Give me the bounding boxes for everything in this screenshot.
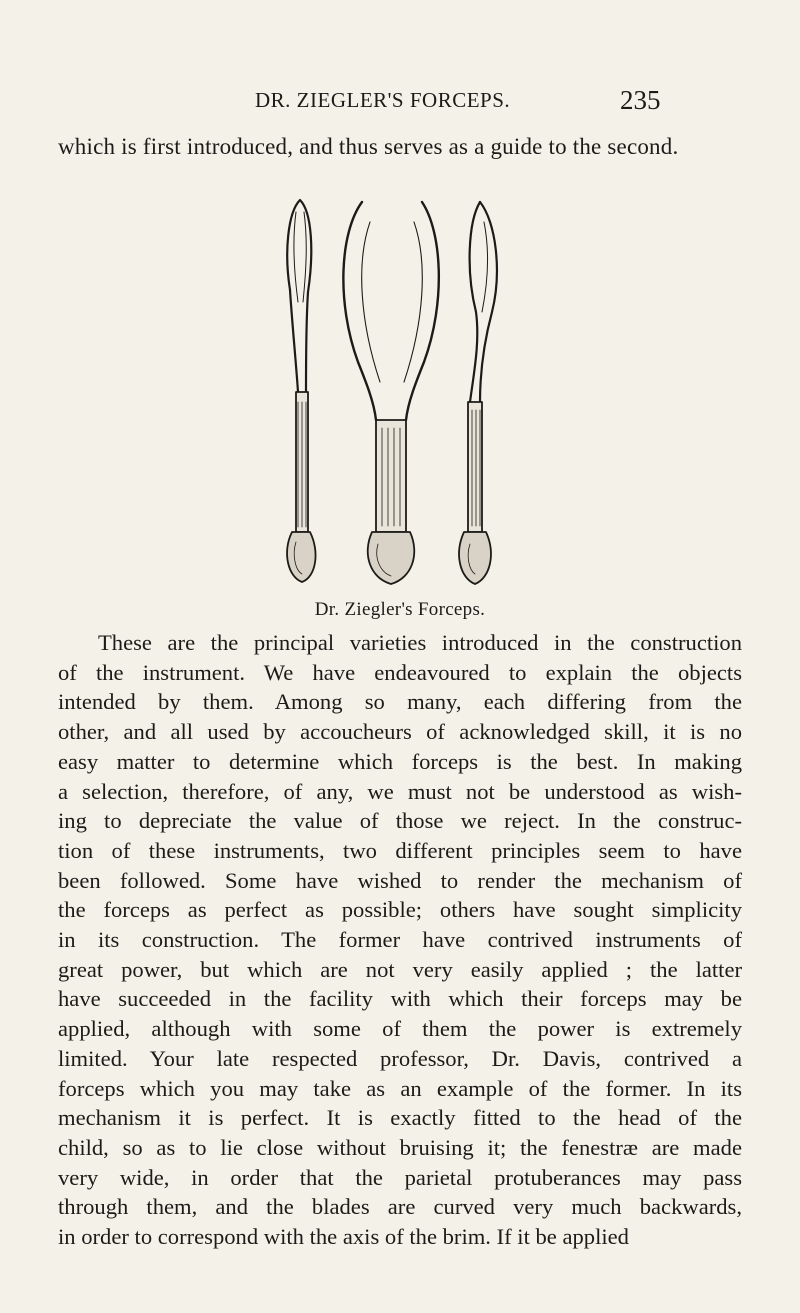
paragraph-line: in order to correspond with the axis of the brim. If it be applied xyxy=(58,1224,629,1250)
paragraph-line: a selection, therefore, of any, we must not be understood as wish- xyxy=(58,778,742,804)
paragraph-line: the forceps as perfect as possible; others have sought simplicity xyxy=(58,897,742,923)
paragraph-line: These are the principal varieties introduced in the construction xyxy=(98,630,742,655)
carry-over-line: which is first introduced, and thus serves as a guide to the second. xyxy=(58,134,679,159)
page-number: 235 xyxy=(620,85,661,115)
paragraph-line: tion of these instruments, two different principles seem to have xyxy=(58,837,742,863)
paragraph-line: of the instrument. We have endeavoured to explain the objects xyxy=(58,659,742,685)
page-header xyxy=(0,85,800,118)
paragraph-line: forceps which you may take as an example of the former. In its xyxy=(58,1075,742,1101)
body-paragraph xyxy=(58,628,742,1252)
forceps-illustration-icon xyxy=(270,192,530,592)
paragraph-line: mechanism it is perfect. It is exactly fitted to the head of the xyxy=(58,1105,742,1131)
paragraph-line: great power, but which are not very easily applied ; the latter xyxy=(58,956,742,982)
paragraph-line: intended by them. Among so many, each differing from the xyxy=(58,689,742,715)
middle-blade xyxy=(343,202,438,584)
paragraph-line: other, and all used by accoucheurs of acknowledged skill, it is no xyxy=(58,719,742,745)
paragraph-line: child, so as to lie close without bruising it; the fenestræ are made xyxy=(58,1134,742,1160)
paragraph-line: very wide, in order that the parietal protuberances may pass xyxy=(58,1164,742,1190)
paragraph-line: easy matter to determine which forceps is the best. In making xyxy=(58,748,742,774)
right-blade xyxy=(459,202,497,584)
paragraph-line: been followed. Some have wished to render the mechanism of xyxy=(58,867,742,893)
left-blade xyxy=(287,200,316,582)
paragraph-line: through them, and the blades are curved very much backwards, xyxy=(58,1194,742,1220)
paragraph-line: ing to depreciate the value of those we reject. In the construc- xyxy=(58,808,742,834)
figure-caption: Dr. Ziegler's Forceps. xyxy=(314,599,486,620)
paragraph-line: in its construction. The former have contrived instruments of xyxy=(58,927,742,953)
paragraph-line: applied, although with some of them the power is extremely xyxy=(58,1016,742,1042)
running-title: DR. ZIEGLER'S FORCEPS. xyxy=(255,88,511,112)
paragraph-line: limited. Your late respected professor, Dr. Davis, contrived a xyxy=(58,1045,742,1071)
paragraph-line: have succeeded in the facility with which their forceps may be xyxy=(58,986,742,1012)
